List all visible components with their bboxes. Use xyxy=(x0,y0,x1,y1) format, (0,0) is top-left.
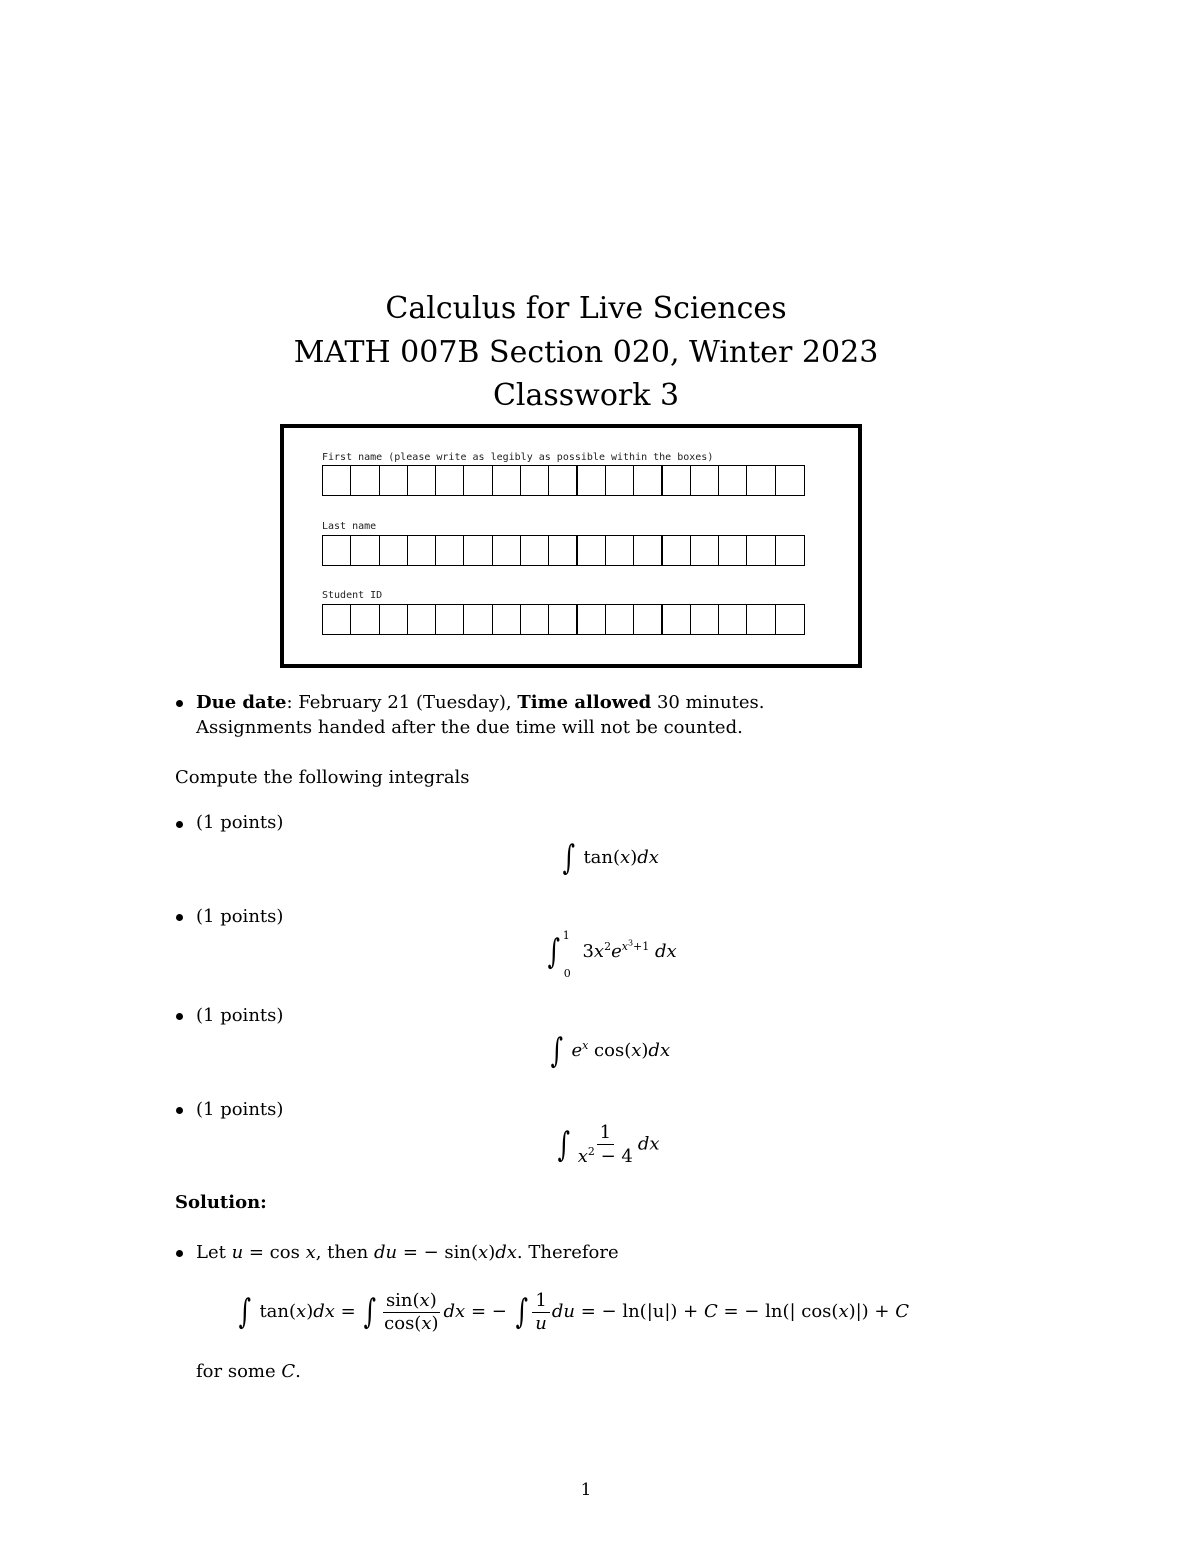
problem-1-integral: ∫ tan(x)dx xyxy=(562,838,659,878)
bullet-icon xyxy=(176,1013,183,1020)
due-line xyxy=(196,693,764,714)
problem-3-integral: ∫ $e^x$ cos(x)dx xyxy=(550,1031,671,1071)
last-name-boxes[interactable] xyxy=(322,535,805,566)
course-line: MATH 007B Section 020, Winter 2023 xyxy=(293,335,879,370)
due-label: Due date xyxy=(196,692,287,713)
assignment-line: Classwork 3 xyxy=(492,378,680,413)
doc-title: Calculus for Live Sciences xyxy=(385,291,787,326)
problem-4-points: (1 points) xyxy=(196,1099,284,1120)
last-name-label: Last name xyxy=(322,521,377,532)
bullet-icon xyxy=(176,1250,183,1257)
time-value: 30 minutes. xyxy=(651,692,765,713)
student-info-box xyxy=(280,424,862,668)
bullet-icon xyxy=(176,1107,183,1114)
problem-2-integral: ∫ $^1_0$ $3x^2e^{x^3+1}$ dx xyxy=(547,929,677,980)
bullet-icon xyxy=(176,914,183,921)
problem-2-points: (1 points) xyxy=(196,906,284,927)
due-note: Assignments handed after the due time will not be counted. xyxy=(196,717,743,738)
student-id-boxes[interactable] xyxy=(322,604,805,635)
problem-4-integral: ∫ $\frac{1}{x^2 - 4}$ dx xyxy=(557,1122,660,1167)
first-name-label: First name (please write as legibly as possible within the boxes) xyxy=(322,452,714,463)
solution-intro: Let u = cos x, then du = − sin(x)dx. Therefore xyxy=(196,1242,619,1263)
bullet-icon xyxy=(176,700,183,707)
solution-1-derivation: ∫ tan(x)dx = ∫ $\frac{\sin(x)}{\cos(x)}$ dx = − ∫ $\frac{1}{u}$ du = − ln(|u|) + C = − ln(| cos(x)|) + C xyxy=(238,1290,910,1334)
first-name-boxes[interactable] xyxy=(322,465,805,496)
bullet-icon xyxy=(176,821,183,828)
student-id-label: Student ID xyxy=(322,590,383,601)
problem-1-points: (1 points) xyxy=(196,812,284,833)
due-value: : February 21 (Tuesday), xyxy=(286,692,518,713)
page-number: 1 xyxy=(580,1480,592,1500)
solution-heading: Solution: xyxy=(175,1192,267,1213)
solution-closing: for some C. xyxy=(196,1361,301,1382)
instructions: Compute the following integrals xyxy=(175,767,470,788)
time-label: Time allowed xyxy=(517,692,652,713)
problem-3-points: (1 points) xyxy=(196,1005,284,1026)
